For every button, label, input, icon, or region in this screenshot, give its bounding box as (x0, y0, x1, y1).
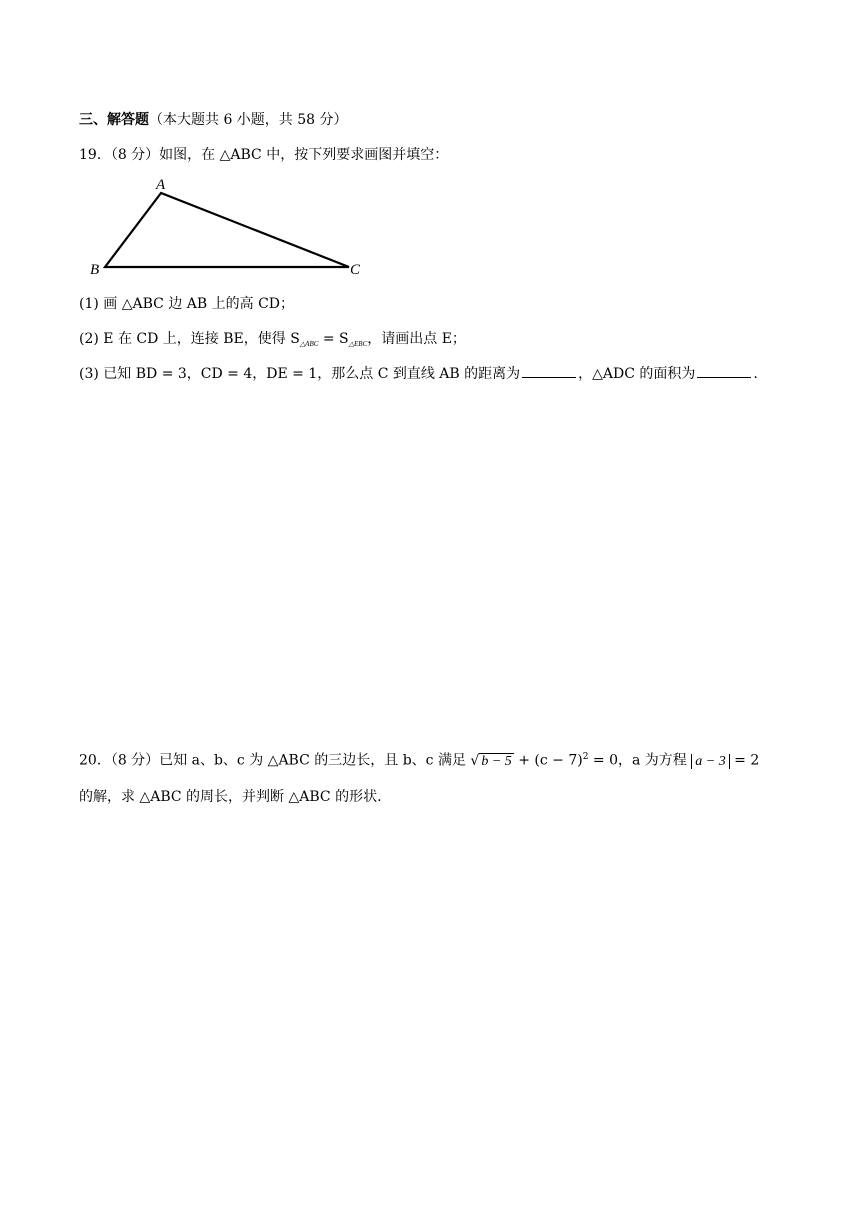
q20-text-a: 20．（8 分）已知 a、b、c 为 △ABC 的三边长，且 b、c 满足 (79, 752, 471, 769)
section-title: 三、解答题 (79, 112, 149, 128)
triangle-figure (85, 172, 375, 282)
exponent: 2 (582, 752, 589, 762)
vertex-label-a: A (156, 177, 166, 193)
question-20-line-2: 的解，求 △ABC 的周长，并判断 △ABC 的形状. (79, 789, 382, 805)
triangle-abc (105, 193, 349, 267)
question-19-stem: 19．（8 分）如图，在 △ABC 中，按下列要求画图并填空： (79, 147, 449, 163)
section-header (79, 110, 348, 130)
vertex-label-b: B (90, 262, 100, 278)
absolute-value: a − 3 (691, 754, 729, 769)
question-20-line-1 (79, 747, 759, 772)
part-3-text-a: (3) 已知 BD = 3，CD = 4，DE = 1，那么点 C 到直线 AB 的距离为 (79, 366, 521, 382)
part-2-text-b: = S (318, 331, 349, 347)
question-19-part-2 (79, 329, 466, 354)
vertex-label-c: C (350, 262, 361, 278)
part-3-text-b: ，△ADC 的面积为 (578, 366, 696, 382)
part-3-text-end: . (753, 366, 758, 382)
part-2-text-a: (2) E 在 CD 上，连接 BE，使得 S (79, 331, 300, 347)
q20-text-c: = 0，a 为方程 (588, 752, 692, 769)
sqrt-expression: √ b − 5 (470, 752, 512, 769)
answer-blank-area[interactable] (697, 365, 751, 378)
question-19-part-3 (79, 364, 758, 384)
question-19-part-1: (1) 画 △ABC 边 AB 上的高 CD； (79, 296, 295, 312)
area-subscript-abc: △ABC (299, 340, 319, 348)
q20-text-b: + (c − 7) (513, 752, 583, 769)
sqrt-radicand: b − 5 (481, 753, 512, 769)
answer-blank-distance[interactable] (522, 365, 576, 378)
part-2-text-c: ，请画出点 E； (367, 331, 466, 347)
section-note: （本大题共 6 小题，共 58 分） (149, 112, 348, 128)
area-subscript-ebc: △EBC (348, 340, 368, 348)
q20-text-d: = 2 (729, 752, 760, 769)
